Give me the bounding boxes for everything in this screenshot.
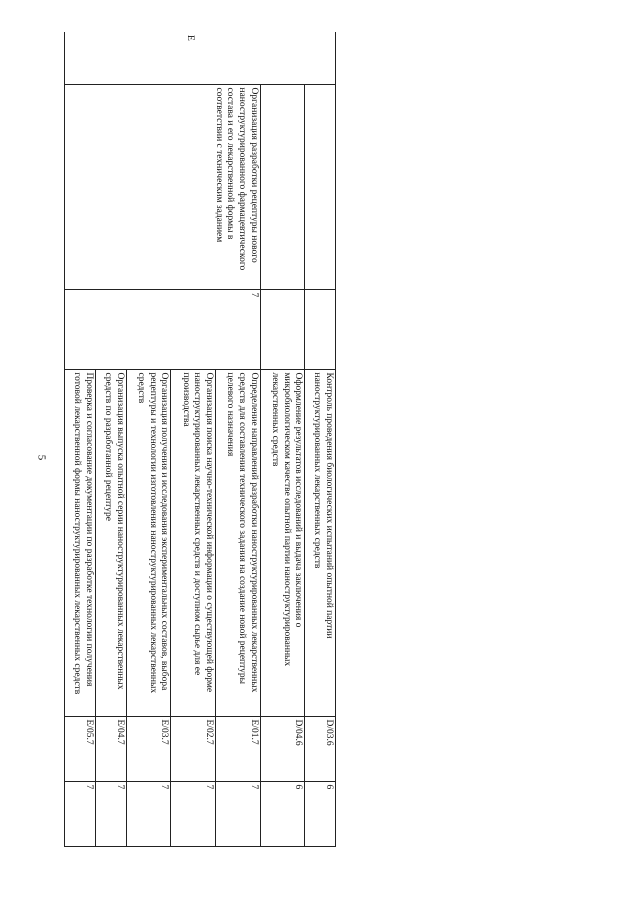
empty-cell: [305, 84, 336, 289]
labor-function-code: E/03.7: [126, 716, 171, 781]
empty-cell: [305, 289, 336, 369]
labor-function-name: Оформление результатов исследований и выдача заключения о микробиологическом качестве опытной партии наноструктурированных лекарственных средств: [260, 369, 305, 716]
labor-function-level: 7: [171, 781, 216, 846]
generalized-function-level: 7: [65, 289, 261, 369]
labor-function-name: Проверка и согласование документации по разработке технологии получения готовой лекарственной формы наноструктурированных лекарственных средств: [65, 369, 96, 716]
labor-function-name: Организация выпуска опытной серии наноструктурированных лекарственных средств по разработанной рецептуре: [95, 369, 126, 716]
labor-function-name: Определение направлений разработки наноструктурированных лекарственных средств для составления технического задания на создание новой рецептуры целевого назначения: [215, 369, 260, 716]
labor-function-code: E/04.7: [95, 716, 126, 781]
labor-function-code: D/04.6: [260, 716, 305, 781]
empty-left-cell: [65, 32, 336, 84]
labor-function-name: Контроль проведения биологических испытаний опытной партии наноструктурированных лекарственных средств: [305, 369, 336, 716]
table-row: [215, 32, 260, 846]
rotated-table-wrapper: [64, 32, 336, 846]
empty-cell: [260, 84, 305, 289]
labor-function-name: Организация поиска научно-технической информации о существующей форме наноструктурированных лекарственных средств и доступном сырье для ее производства: [171, 369, 216, 716]
labor-function-level: 7: [95, 781, 126, 846]
generalized-function-name: Организация разработки рецептуры нового наноструктурированного фармацевтического состава и его лекарственной формы в соответствии с техническим заданием: [65, 84, 261, 289]
labor-function-code: E/01.7: [215, 716, 260, 781]
generalized-function-code: E: [185, 35, 195, 41]
labor-function-code: E/02.7: [171, 716, 216, 781]
labor-function-level: 6: [260, 781, 305, 846]
table-row: [260, 32, 305, 846]
labor-functions-table: [64, 32, 336, 847]
labor-function-code: E/05.7: [65, 716, 96, 781]
labor-function-level: 7: [126, 781, 171, 846]
labor-function-level: 7: [215, 781, 260, 846]
labor-function-name: Организация получения и исследования экспериментальных составов, выбора рецептуры и технологии изготовления наноструктурированных лекарственных средств: [126, 369, 171, 716]
table-row: [305, 32, 336, 846]
labor-function-code: D/03.6: [305, 716, 336, 781]
empty-cell: [260, 289, 305, 369]
page-number: 5: [35, 454, 48, 461]
labor-function-level: 7: [65, 781, 96, 846]
labor-function-level: 6: [305, 781, 336, 846]
